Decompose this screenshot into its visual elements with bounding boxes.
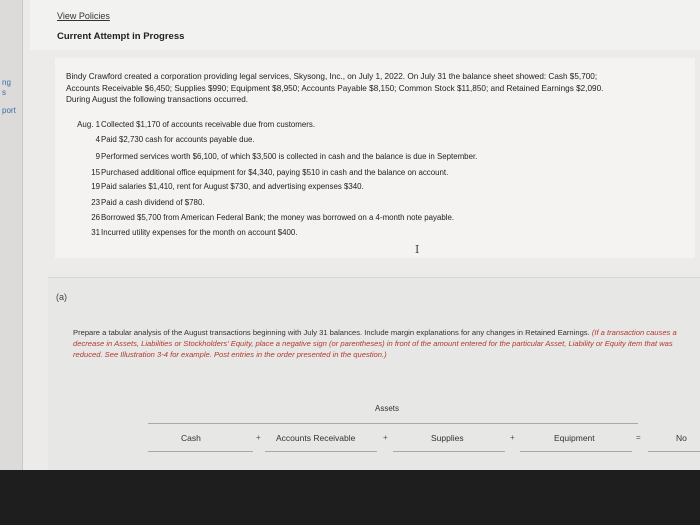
notes-payable-input-line[interactable] (648, 451, 700, 452)
left-nav-item[interactable]: ng (2, 78, 11, 87)
intro-line: Accounts Receivable $6,450; Supplies $990; Equipment $8,950; Accounts Payable $8,150; Common Stock $11,850; and Retained Earnings $2,090. (66, 83, 604, 93)
left-nav-item[interactable]: s (2, 88, 6, 97)
transaction-date: 23 (91, 198, 100, 207)
equals-sign: = (636, 433, 641, 442)
view-policies-link[interactable]: View Policies (57, 11, 110, 21)
part-a-instructions (73, 327, 688, 360)
part-a-tab[interactable]: (a) (56, 292, 67, 302)
transaction-date: Aug. 1 (77, 120, 100, 129)
top-bar (30, 0, 700, 50)
transaction-date: 31 (91, 228, 100, 237)
intro-line: Bindy Crawford created a corporation providing legal services, Skysong, Inc., on July 1, 2022. On July 31 the balance sheet showed: Cash $5,700; (66, 72, 598, 81)
plus-sign: + (383, 433, 388, 442)
left-nav-item[interactable]: port (2, 106, 16, 115)
tabular-analysis-header (118, 396, 700, 470)
text-cursor-icon: I (415, 243, 420, 256)
cash-input-line[interactable] (148, 451, 253, 452)
attempt-status: Current Attempt in Progress (57, 31, 185, 42)
transaction-text: Paid a cash dividend of $780. (101, 198, 205, 207)
bottom-bezel (0, 470, 700, 525)
assets-header: Assets (375, 404, 400, 413)
instructions-text: Prepare a tabular analysis of the August transactions beginning with July 31 balances. Include margin explanations for any changes in Retained Earnings. (73, 328, 590, 337)
question-intro (66, 71, 691, 106)
plus-sign: + (256, 433, 261, 442)
question-panel (55, 58, 695, 258)
transaction-date: 4 (95, 135, 100, 144)
transaction-date: 26 (91, 213, 100, 222)
column-cash: Cash (181, 433, 201, 443)
column-supplies: Supplies (431, 433, 464, 443)
column-equipment: Equipment (554, 433, 595, 443)
transaction-text: Incurred utility expenses for the month on account $400. (101, 228, 298, 237)
column-accounts-receivable: Accounts Receivable (276, 433, 356, 443)
plus-sign: + (510, 433, 515, 442)
transaction-date: 19 (91, 182, 100, 191)
accounts-receivable-input-line[interactable] (265, 451, 377, 452)
transaction-date: 15 (91, 168, 100, 177)
equipment-input-line[interactable] (520, 451, 632, 452)
left-nav (0, 0, 23, 470)
transaction-text: Paid salaries $1,410, rent for August $730, and advertising expenses $340. (101, 182, 364, 191)
supplies-input-line[interactable] (393, 451, 505, 452)
intro-line: During August the following transactions occurred. (66, 95, 249, 104)
column-notes-payable: No (676, 433, 687, 443)
transaction-text: Purchased additional office equipment for $4,340, paying $510 in cash and the balance on account. (101, 168, 449, 177)
transaction-text: Collected $1,170 of accounts receivable due from customers. (101, 120, 316, 129)
transaction-text: Performed services worth $6,100, of which $3,500 is collected in cash and the balance is due in September. (101, 152, 478, 161)
transaction-text: Borrowed $5,700 from American Federal Bank; the money was borrowed on a 4-month note payable. (101, 213, 455, 222)
assets-underline (148, 423, 638, 424)
transaction-text: Paid $2,730 cash for accounts payable due. (101, 135, 255, 144)
instructions-note: (If a transaction causes a decrease in Assets, Liabilities or Stockholders' Equity, place a negative sign (or parentheses) in front of the amount entered for the particular Asset, Liability or Equity item that was reduced. See Illustration 3-4 for example. Post entries in the order presented in the question.) (73, 328, 677, 359)
transaction-date: 9 (95, 152, 100, 161)
